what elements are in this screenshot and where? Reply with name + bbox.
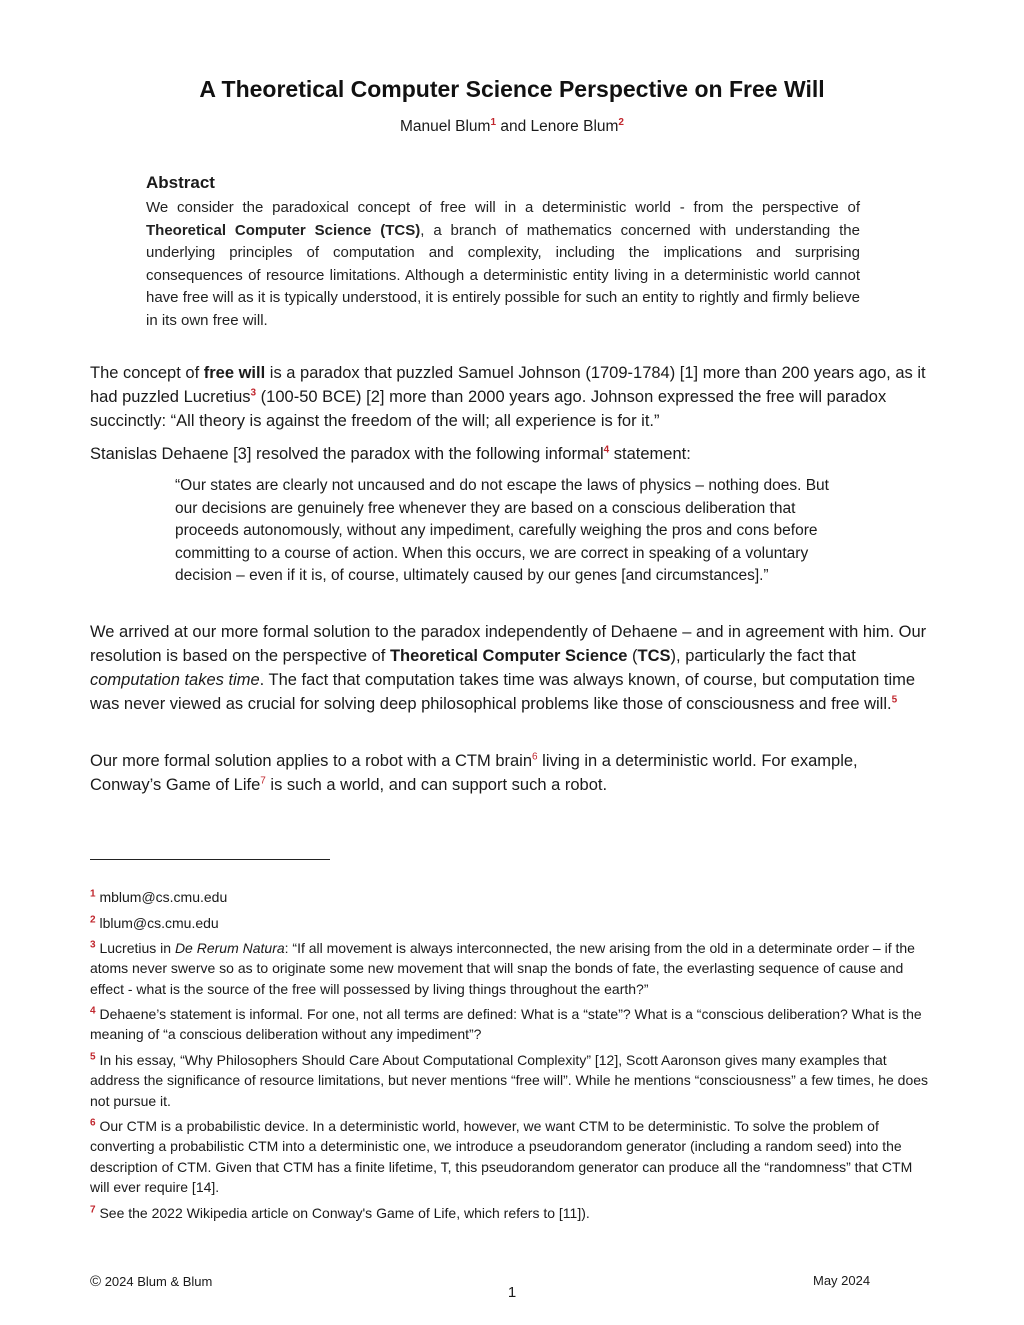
footnote-marker-3[interactable]: 3 [250, 387, 257, 399]
footnote-2-email[interactable]: lblum@cs.cmu.edu [99, 915, 219, 931]
author-conjunction: and [500, 118, 527, 135]
paragraph-free-will-paradox: The concept of free will is a paradox that puzzled Samuel Johnson (1709-1784) [1] more than 200 years ago, as it had puzzled Lucretius$^3$ (100-50 BCE) [2] more than 2000 years ago. Johnson expressed the free will paradox succinctly: “All theory is against the freedom of the will; all experience is for it.” [90, 364, 926, 430]
footer-date: May 2024 [813, 1273, 871, 1288]
paragraph-dehaene-intro: Stanislas Dehaene [3] resolved the paradox with the following informal$^4$ statement: [90, 444, 691, 463]
footnote-marker-7[interactable]: 7 [260, 775, 266, 787]
paragraph-ctm-robot: Our more formal solution applies to a robot with a CTM brain$^6$ living in a deterministic world. For example, Conway’s Game of Life$^7$ is such a world, and can support such a robot. [90, 751, 858, 794]
abstract-heading: Abstract [146, 173, 215, 192]
footnote-marker-1[interactable]: 1 [490, 116, 497, 128]
abstract-text: We consider the paradoxical concept of free will in a deterministic world - from the perspective of Theoretical Computer Science (TCS), a branch of mathematics concerned with understanding the underlying principles of computation and complexity, including the implications and surprising consequences of resource limitations. Although a deterministic entity living in a deterministic world cannot have free will as it is typically understood, it is entirely possible for such an entity to rightly and firmly believe in its own free will. [146, 199, 860, 329]
footnote-5: $^5$ In his essay, “Why Philosophers Should Care About Computational Complexity” [12], Scott Aaronson gives many examples that address the significance of resource limitations, but never mentions “free will”. While he mentions “consciousness” a few times, he does not pursue it. [90, 1051, 929, 1109]
dehaene-quote: “Our states are clearly not uncaused and do not escape the laws of physics – nothing does. But our decisions are genuinely free whenever they are based on a conscious deliberation that proceeds autonomously, without any impediment, carefully weighing the pros and cons before committing to a course of action. When this occurs, we are correct in speaking of a voluntary decision – even if it is, of course, ultimately caused by our genes [and circumstances].” [175, 477, 829, 585]
footnote-marker-6[interactable]: 6 [532, 751, 538, 763]
author-lenore-blum: Lenore Blum [530, 118, 619, 135]
author-manuel-blum: Manuel Blum [400, 118, 491, 135]
game-of-life-link[interactable]: Conway's Game of Life [311, 1205, 457, 1221]
footnote-marker-2[interactable]: 2 [618, 116, 624, 128]
footnote-1-email[interactable]: mblum@cs.cmu.edu [99, 889, 228, 905]
footnote-marker-4[interactable]: 4 [603, 444, 610, 456]
footnote-4: $^4$ Dehaene’s statement is informal. For one, not all terms are defined: What is a “state”? What is a “conscious deliberation? What is the meaning of “a conscious deliberation without any impediment”? [90, 1005, 922, 1043]
abstract-tcs-bold: Theoretical Computer Science (TCS) [146, 221, 421, 239]
footnote-6: $^6$ Our CTM is a probabilistic device. In a deterministic world, however, we want CTM to be deterministic. To solve the problem of converting a probabilistic CTM into a deterministic one, we introduce a pseudorandom generator (including a random seed) into the description of CTM. Given that CTM has a finite lifetime, T, this pseudorandom generator can produce all the “randomness” that CTM will ever require [14]. [90, 1117, 913, 1195]
paper-title: A Theoretical Computer Science Perspective on Free Will [199, 76, 825, 102]
footnote-separator [90, 859, 330, 860]
footnote-3: $^3$ Lucretius in De Rerum Natura: “If all movement is always interconnected, the new arising from the old in a determinate order – if the atoms never swerve so as to originate some new movement that will snap the bonds of fate, the everlasting sequence of cause and effect - what is the source of the free will possessed by living things throughout the earth?” [90, 939, 915, 997]
footer-copyright: © 2024 Blum & Blum [90, 1273, 213, 1290]
footnote-1: $^1$ mblum@cs.cmu.edu [90, 888, 228, 905]
footnote-2: $^2$ lblum@cs.cmu.edu [90, 914, 219, 931]
paragraph-tcs-resolution: We arrived at our more formal solution to the paradox independently of Dehaene – and in agreement with him. Our resolution is based on the perspective of Theoretical Computer Science (TCS), particularly the fact that computation takes time. The fact that computation takes time was always known, of course, but computation time was never viewed as crucial for solving deep philosophical problems like those of consciousness and free will.$^5$ [90, 623, 927, 713]
copyright-icon: © [90, 1273, 102, 1290]
footnote-7: $^7$ See the 2022 Wikipedia article on Conway's Game of Life, which refers to [11]). [90, 1204, 590, 1221]
footnote-marker-5[interactable]: 5 [891, 694, 898, 706]
free-will-bold: free will [203, 364, 266, 382]
tcs-bold: Theoretical Computer Science [389, 647, 628, 665]
author-line [0, 118, 1024, 136]
page-number: 1 [507, 1284, 517, 1301]
tcs-acronym-bold: TCS [637, 647, 671, 665]
computation-takes-time-italic: computation takes time [90, 671, 260, 689]
de-rerum-natura-italic: De Rerum Natura [174, 940, 285, 956]
